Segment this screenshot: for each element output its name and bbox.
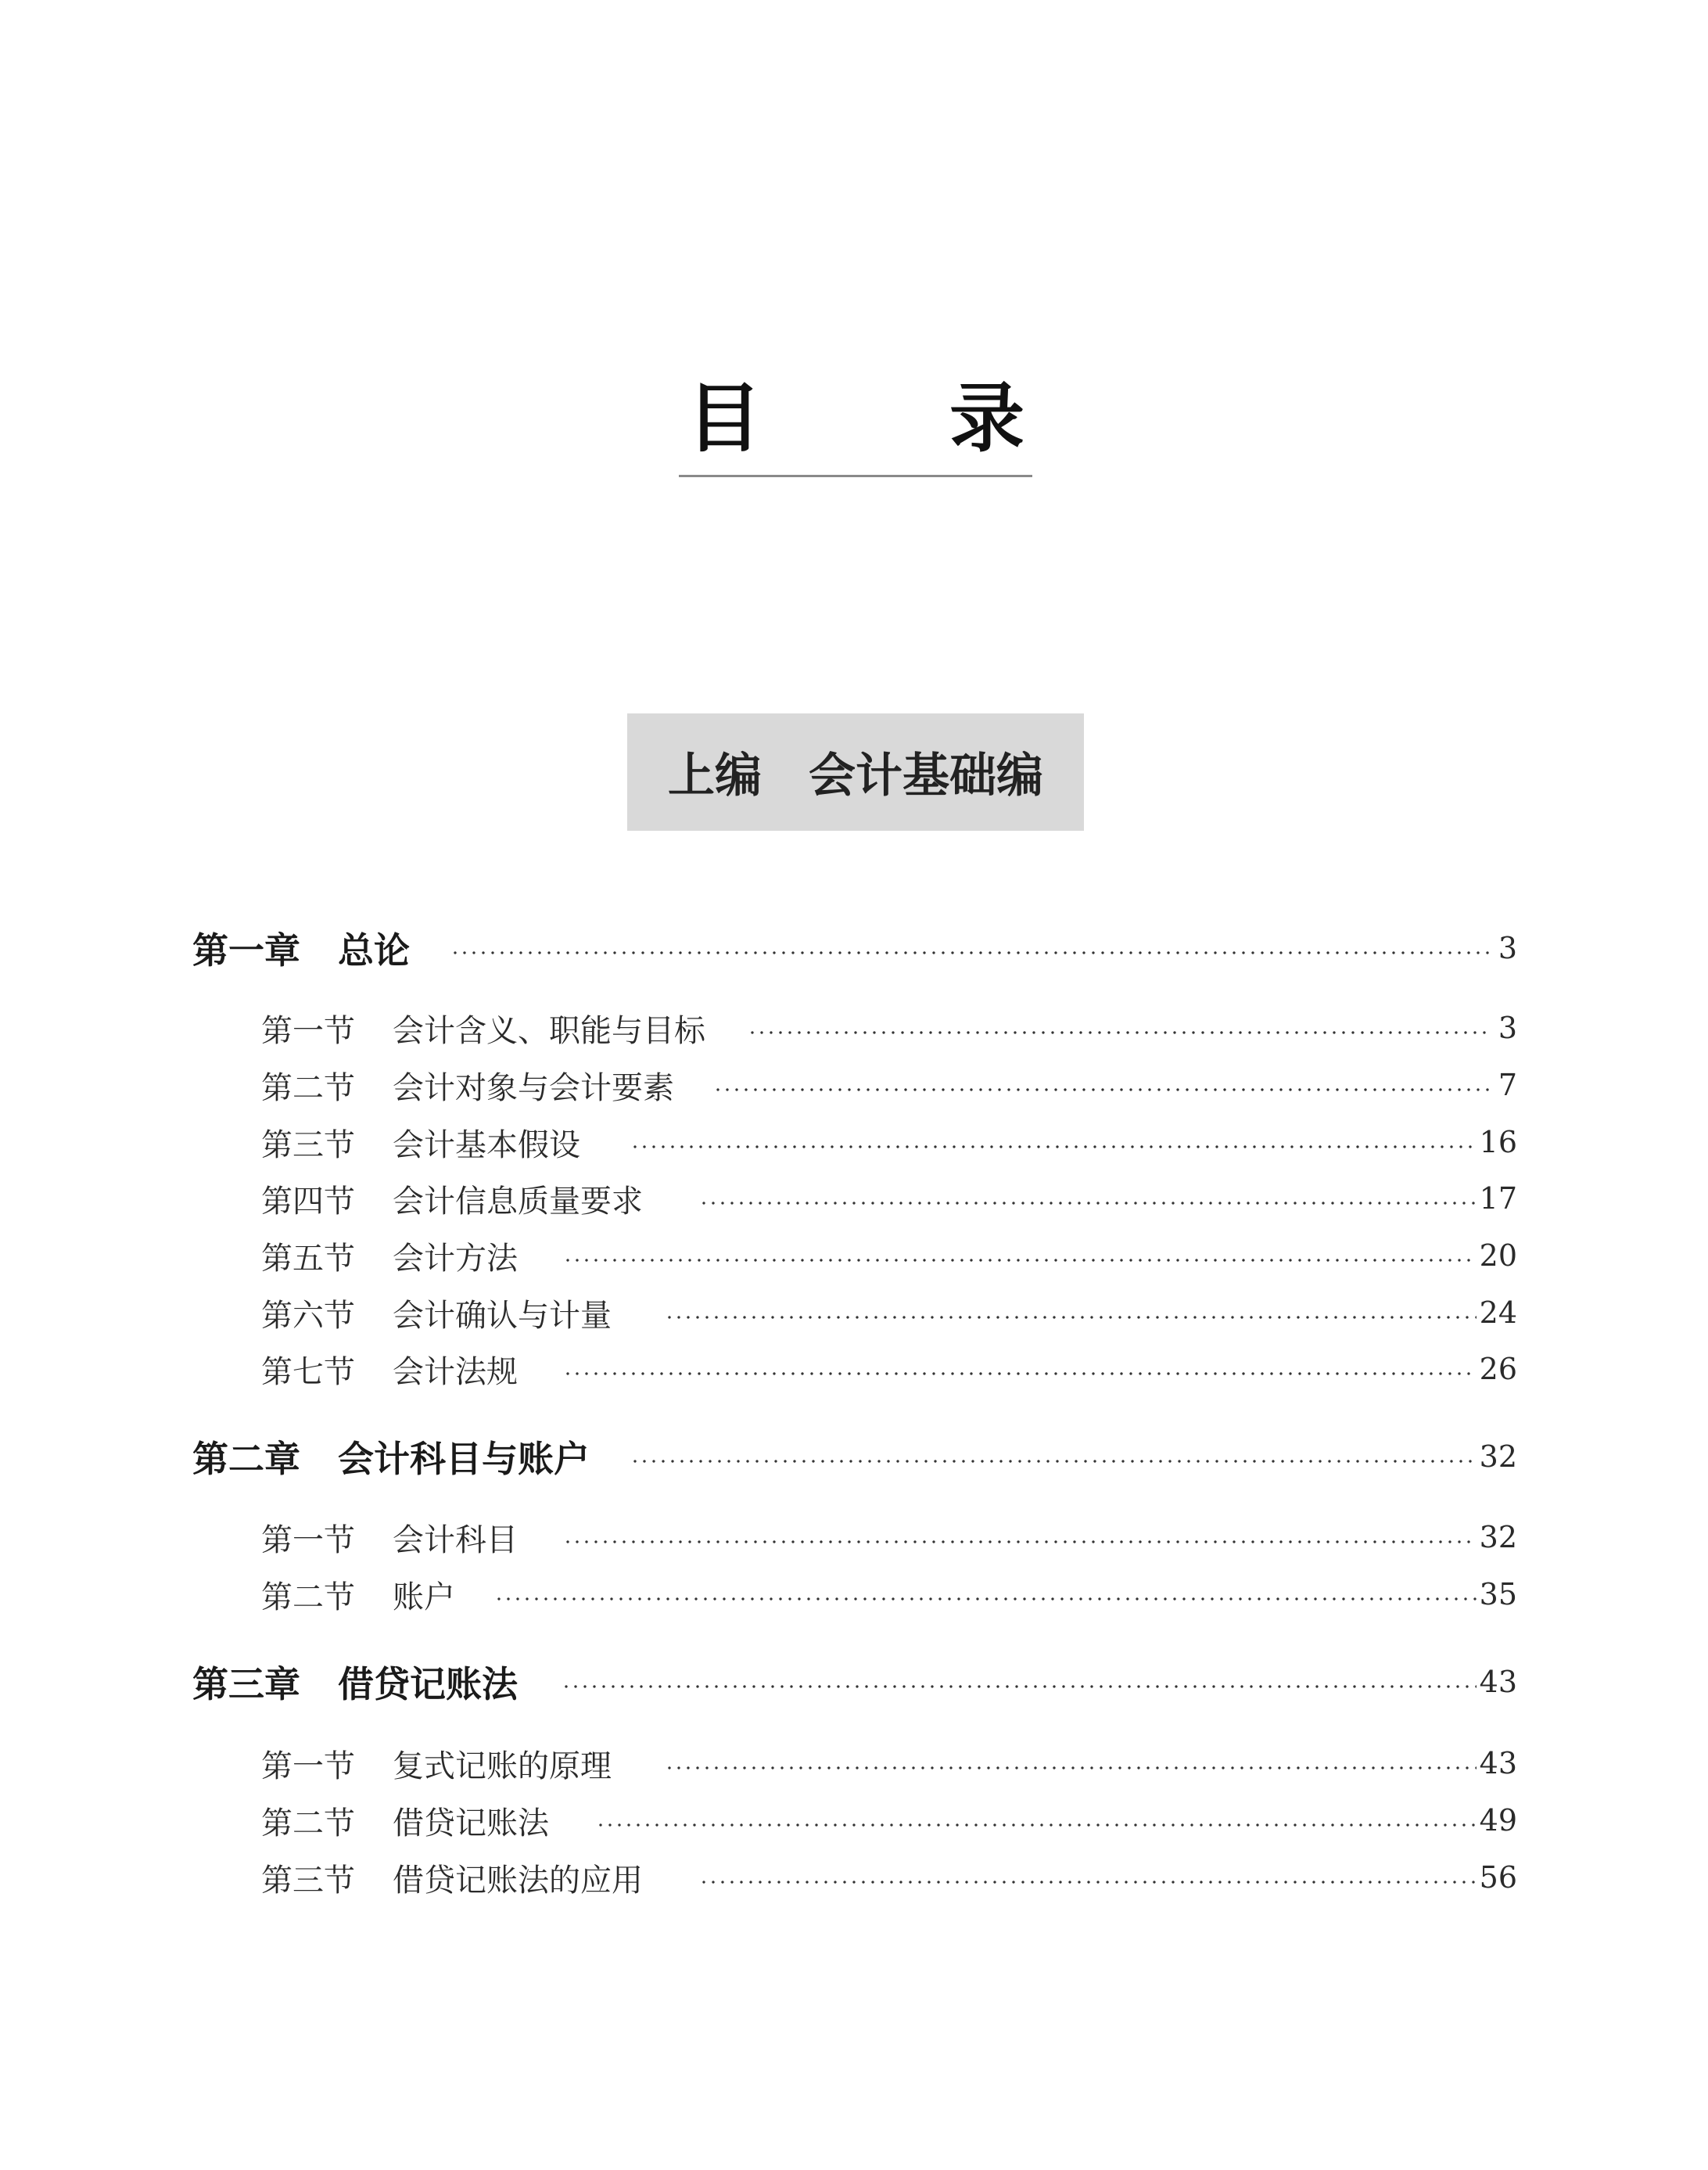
- toc-section-row[interactable]: [0, 1003, 1708, 1053]
- chapter-title: 会计科目与账户: [338, 1438, 590, 1480]
- toc-section-row[interactable]: [0, 1117, 1708, 1167]
- dot-leader: [665, 1766, 1477, 1769]
- toc-entry-label: [261, 1572, 455, 1617]
- dot-leader: [630, 1145, 1477, 1148]
- section-title: 会计科目: [393, 1522, 518, 1558]
- section-title: 会计法规: [393, 1353, 518, 1390]
- section-number: 第一节: [261, 1522, 355, 1558]
- section-number: 第二节: [261, 1805, 355, 1841]
- part-heading-label: 上编 会计基础编: [668, 749, 1043, 803]
- page-number: 32: [1479, 1439, 1517, 1474]
- title-char-2: 录: [949, 375, 1024, 462]
- page-number: 17: [1479, 1181, 1517, 1216]
- page-number: 35: [1479, 1577, 1517, 1611]
- dot-leader: [748, 1031, 1492, 1034]
- page-number: 24: [1479, 1295, 1517, 1330]
- dot-leader: [450, 951, 1492, 954]
- dot-leader: [494, 1597, 1477, 1601]
- section-number: 第六节: [261, 1297, 355, 1334]
- dot-leader: [596, 1823, 1477, 1827]
- page-number: 43: [1479, 1746, 1517, 1780]
- chapter-title: 借贷记账法: [338, 1663, 518, 1705]
- toc-entry-label: [261, 1006, 705, 1051]
- title-char-1: 目: [687, 375, 762, 462]
- toc-section-row[interactable]: [0, 1852, 1708, 1902]
- toc-entry-label: [261, 1856, 643, 1900]
- dot-leader: [699, 1881, 1477, 1884]
- dot-leader: [699, 1202, 1477, 1205]
- section-title: 会计含义、职能与目标: [393, 1012, 705, 1049]
- dot-leader: [630, 1460, 1477, 1463]
- section-title: 会计确认与计量: [393, 1297, 612, 1334]
- chapter-number: 第二章: [192, 1438, 300, 1480]
- toc-entry-label: [192, 1656, 518, 1708]
- page-number: 49: [1479, 1803, 1517, 1838]
- section-number: 第三节: [261, 1126, 355, 1163]
- toc-section-row[interactable]: [0, 1512, 1708, 1562]
- section-number: 第二节: [261, 1069, 355, 1106]
- section-number: 第一节: [261, 1748, 355, 1784]
- section-number: 第七节: [261, 1353, 355, 1390]
- chapter-number: 第三章: [192, 1663, 300, 1705]
- page-number: 3: [1498, 931, 1517, 965]
- toc-entry-label: [261, 1177, 643, 1221]
- section-title: 复式记账的原理: [393, 1748, 612, 1784]
- dot-leader: [665, 1316, 1477, 1319]
- page-number: 16: [1479, 1125, 1517, 1159]
- toc-section-row[interactable]: [0, 1231, 1708, 1281]
- toc-entry-label: [261, 1234, 518, 1278]
- section-title: 会计基本假设: [393, 1126, 580, 1163]
- section-number: 第三节: [261, 1862, 355, 1899]
- section-number: 第五节: [261, 1240, 355, 1277]
- toc-entry-label: [192, 1431, 590, 1482]
- page-number: 7: [1498, 1068, 1517, 1102]
- page-number: 26: [1479, 1352, 1517, 1386]
- page-number: 56: [1479, 1860, 1517, 1895]
- toc-entry-label: [261, 1741, 612, 1786]
- section-number: 第二节: [261, 1579, 355, 1615]
- toc-section-row[interactable]: [0, 1288, 1708, 1338]
- chapter-title: 总论: [338, 929, 410, 972]
- toc-entry-label: [192, 922, 410, 974]
- section-title: 借贷记账法的应用: [393, 1862, 643, 1899]
- section-number: 第四节: [261, 1183, 355, 1220]
- section-title: 会计信息质量要求: [393, 1183, 643, 1220]
- toc-section-row[interactable]: [0, 1795, 1708, 1845]
- toc-entry-label: [261, 1063, 674, 1108]
- toc-section-row[interactable]: [0, 1060, 1708, 1110]
- toc-chapter-row[interactable]: [0, 1432, 1708, 1482]
- dot-leader: [562, 1685, 1477, 1688]
- section-title: 账户: [393, 1579, 455, 1615]
- page-number: 20: [1479, 1238, 1517, 1273]
- page-number: 3: [1498, 1011, 1517, 1045]
- dot-leader: [563, 1259, 1477, 1262]
- chapter-number: 第一章: [192, 929, 300, 972]
- toc-section-row[interactable]: [0, 1344, 1708, 1394]
- toc-section-row[interactable]: [0, 1173, 1708, 1223]
- page-number: 43: [1479, 1665, 1517, 1699]
- toc-entry-label: [261, 1798, 549, 1843]
- toc-entry-label: [261, 1515, 518, 1560]
- toc-section-row[interactable]: [0, 1569, 1708, 1619]
- toc-section-row[interactable]: [0, 1738, 1708, 1788]
- toc-entry-label: [261, 1291, 612, 1335]
- dot-leader: [713, 1088, 1492, 1091]
- section-title: 借贷记账法: [393, 1805, 549, 1841]
- part-heading: [627, 713, 1084, 831]
- page-number: 32: [1479, 1520, 1517, 1554]
- page-title: [679, 368, 1032, 477]
- dot-leader: [563, 1540, 1477, 1543]
- dot-leader: [563, 1372, 1477, 1375]
- toc-chapter-row[interactable]: [0, 923, 1708, 973]
- toc-entry-label: [261, 1120, 580, 1165]
- section-title: 会计对象与会计要素: [393, 1069, 674, 1106]
- section-title: 会计方法: [393, 1240, 518, 1277]
- toc-entry-label: [261, 1347, 518, 1392]
- toc-chapter-row[interactable]: [0, 1657, 1708, 1707]
- section-number: 第一节: [261, 1012, 355, 1049]
